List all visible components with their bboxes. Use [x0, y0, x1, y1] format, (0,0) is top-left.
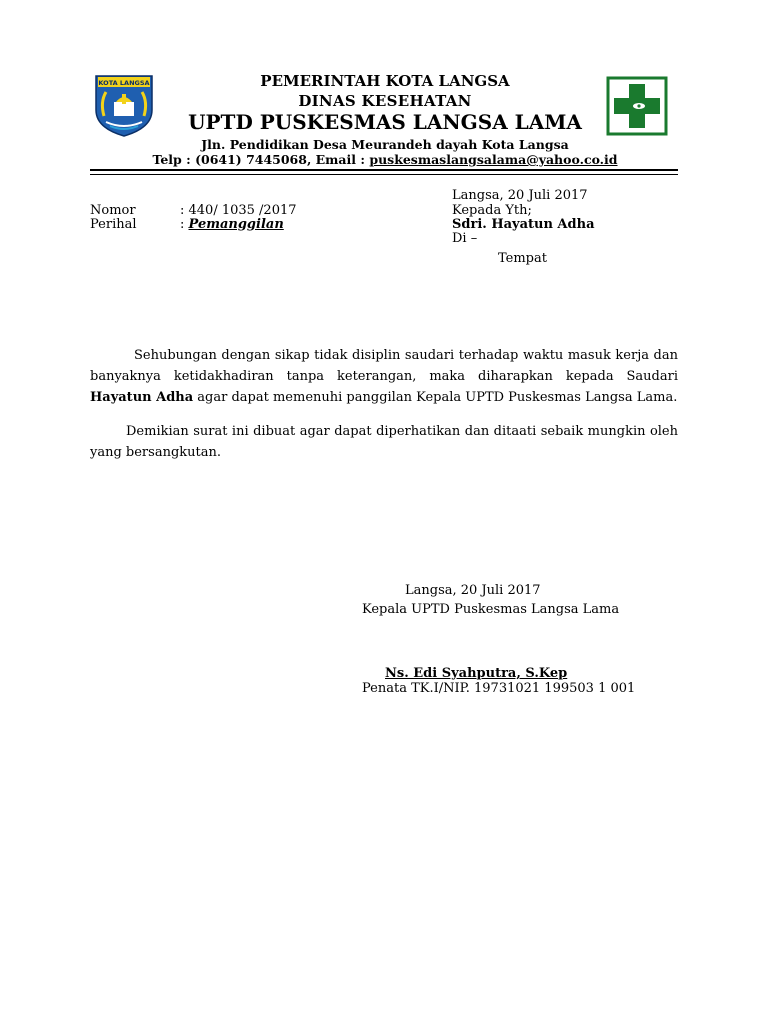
recipient-name: Sdri. Hayatun Adha: [452, 217, 595, 232]
government-name: PEMERINTAH KOTA LANGSA: [260, 72, 510, 90]
nomor-label: Nomor: [90, 203, 136, 218]
signature-title: Kepala UPTD Puskesmas Langsa Lama: [362, 602, 620, 617]
perihal-label: Perihal: [90, 217, 137, 232]
body-paragraph-1: [90, 345, 678, 408]
nomor-value: : 440/ 1035 /2017: [180, 203, 297, 218]
address-line: Jln. Pendidikan Desa Meurandeh dayah Kota Langsa: [201, 137, 569, 152]
department-name: DINAS KESEHATAN: [298, 92, 472, 110]
logo-left-text: KOTA LANGSA: [98, 79, 150, 87]
perihal-text: Pemanggilan: [188, 217, 284, 232]
signatory-name: Ns. Edi Syahputra, S.Kep: [385, 666, 568, 681]
signatory-nip: Penata TK.I/NIP. 19731021 199503 1 001: [362, 681, 636, 696]
signature-date: Langsa, 20 Juli 2017: [405, 583, 541, 598]
p1-text-a: Sehubungan dengan sikap tidak disiplin saudari terhadap waktu masuk kerja dan banyaknya ketidakhadiran tanpa keterangan, maka diharapkan kepada Saudari: [90, 348, 678, 384]
perihal-colon: :: [180, 217, 189, 232]
contact-line: [150, 152, 620, 167]
recipient-to: Kepada Yth;: [452, 203, 532, 218]
organization-name: UPTD PUSKESMAS LANGSA LAMA: [188, 110, 582, 134]
body-paragraph-2: [90, 421, 678, 463]
p2-text: Demikian surat ini dibuat agar dapat diperhatikan dan ditaati sebaik mungkin oleh yang bersangkutan.: [90, 424, 678, 460]
email-link[interactable]: puskesmaslangsalama@yahoo.co.id: [369, 152, 618, 167]
recipient-date: Langsa, 20 Juli 2017: [452, 188, 588, 203]
letterhead-divider-thin: [90, 174, 678, 175]
p1-bold-name: Hayatun Adha: [90, 390, 194, 405]
contact-prefix: Telp : (0641) 7445068, Email :: [152, 152, 370, 167]
recipient-di: Di –: [452, 231, 478, 246]
perihal-value: [180, 217, 284, 232]
kota-langsa-emblem-icon: [92, 72, 156, 138]
p1-text-b: agar dapat memenuhi panggilan Kepala UPTD Puskesmas Langsa Lama.: [193, 390, 678, 405]
recipient-place: Tempat: [498, 251, 547, 266]
letterhead-divider-thick: [90, 169, 678, 171]
